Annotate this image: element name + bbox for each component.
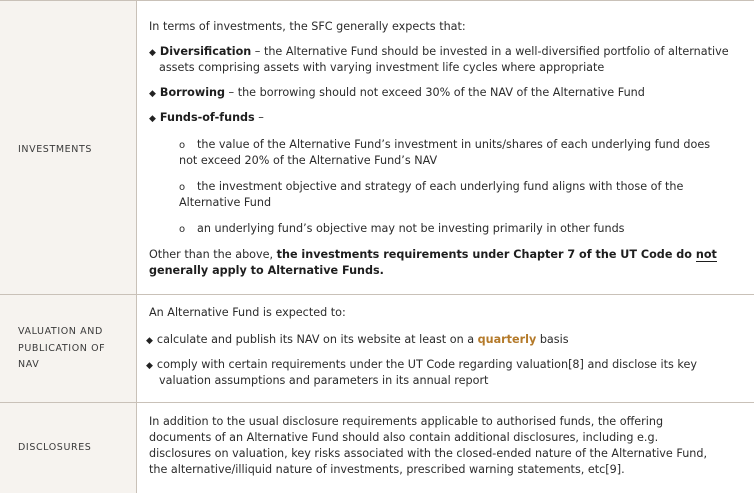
content-cell	[137, 1, 754, 294]
row-label: PUBLICATION OF	[18, 343, 106, 354]
row-label: VALUATION AND	[18, 326, 103, 337]
disclosures-line: In addition to the usual disclosure requirements applicable to authorised funds, the offering	[149, 415, 664, 428]
valuation-bullet	[146, 332, 736, 349]
diamond-bullet-icon: ◆	[149, 89, 156, 99]
fof-subitem	[179, 179, 739, 196]
content-cell	[137, 295, 754, 402]
label-cell	[0, 1, 137, 294]
text: – the Alternative Fund should be invested in a well-diversified portfolio of alternative	[251, 45, 729, 58]
text: –	[254, 111, 264, 124]
closing-bold: the investments requirements under Chapter 7 of the UT Code do	[276, 248, 696, 261]
bullet-text: basis	[536, 333, 569, 346]
valuation-bullet	[146, 357, 736, 374]
diamond-bullet-icon: ◆	[149, 48, 156, 58]
fof-subitem	[179, 137, 739, 154]
row-label: DISCLOSURES	[18, 442, 92, 453]
bullet-text: calculate and publish its NAV on its website at least on a	[156, 333, 478, 346]
term: Borrowing	[159, 86, 225, 99]
bullet-diversification	[149, 44, 739, 61]
term: Diversification	[159, 45, 252, 58]
term: Funds-of-funds	[159, 111, 255, 124]
content-cell	[137, 403, 754, 493]
label-cell	[0, 403, 137, 493]
circle-bullet-icon: o	[179, 140, 186, 151]
disclosures-line: the alternative/illiquid nature of investments, prescribed warning statements, etc[9].	[149, 463, 625, 476]
bullet-text: comply with certain requirements under the UT Code regarding valuation[8] and disclose its key	[156, 358, 697, 371]
fof-subitem	[179, 221, 739, 238]
bullet-diversification-cont: assets comprising assets with varying investment life cycles where appropriate	[159, 61, 605, 74]
diamond-bullet-icon: ◆	[149, 114, 156, 124]
circle-bullet-icon: o	[179, 182, 186, 193]
bullet-borrowing	[149, 85, 739, 102]
diamond-bullet-icon: ◆	[146, 361, 153, 371]
row-disclosures	[0, 403, 754, 493]
text: – the borrowing should not exceed 30% of the NAV of the Alternative Fund	[225, 86, 645, 99]
investments-closing-cont: generally apply to Alternative Funds.	[149, 264, 384, 277]
valuation-intro: An Alternative Fund is expected to:	[149, 306, 346, 319]
fof-subitem-cont: not exceed 20% of the Alternative Fund’s NAV	[179, 154, 438, 167]
diamond-bullet-icon: ◆	[146, 336, 153, 346]
investments-intro: In terms of investments, the SFC generally expects that:	[149, 20, 466, 33]
label-cell	[0, 295, 137, 402]
subitem-text: an underlying fund’s objective may not be investing primarily in other funds	[197, 222, 625, 235]
closing-prefix: Other than the above,	[149, 248, 277, 261]
row-label: NAV	[18, 359, 40, 370]
row-investments	[0, 1, 754, 294]
fof-subitem-cont: Alternative Fund	[179, 196, 272, 209]
investments-closing	[149, 247, 739, 263]
disclosures-line: disclosures on valuation, key risks associated with the closed-ended nature of the Alternative Fund,	[149, 447, 708, 460]
row-label: INVESTMENTS	[18, 144, 92, 155]
valuation-bullet-cont: valuation assumptions and parameters in its annual report	[159, 374, 489, 387]
subitem-text: the value of the Alternative Fund’s investment in units/shares of each underlying fund does	[197, 138, 711, 151]
circle-bullet-icon: o	[179, 224, 186, 235]
bullet-fof	[149, 110, 739, 127]
row-valuation	[0, 295, 754, 402]
closing-underlined: not	[695, 248, 717, 261]
bullet-accent: quarterly	[477, 333, 537, 346]
disclosures-line: documents of an Alternative Fund should also contain additional disclosures, including e.g.	[149, 431, 659, 444]
subitem-text: the investment objective and strategy of each underlying fund aligns with those of the	[197, 180, 684, 193]
